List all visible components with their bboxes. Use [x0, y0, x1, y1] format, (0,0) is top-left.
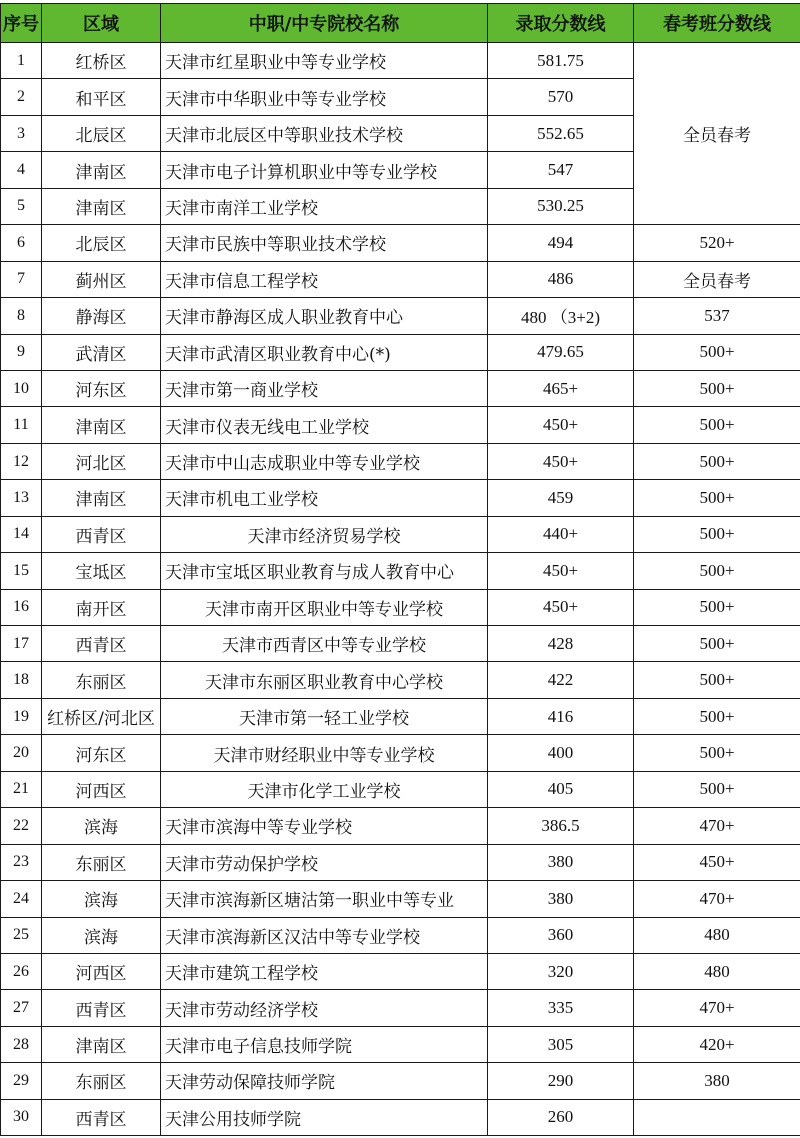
score-cell: 450+	[488, 443, 634, 479]
school-name-cell: 天津公用技师学院	[161, 1099, 488, 1135]
table-row	[1, 43, 800, 79]
row-index-cell: 23	[1, 844, 42, 880]
table-row	[1, 881, 800, 917]
row-index-cell: 6	[1, 225, 42, 261]
school-name-cell: 天津市劳动保护学校	[161, 844, 488, 880]
spring-score-cell: 500+	[634, 589, 800, 625]
district-cell: 北辰区	[42, 225, 161, 261]
score-cell: 486	[488, 261, 634, 297]
spring-score-cell: 470+	[634, 990, 800, 1026]
row-index-cell: 4	[1, 152, 42, 188]
table-row	[1, 225, 800, 261]
spring-score-cell: 500+	[634, 771, 800, 807]
school-name-cell: 天津市西青区中等专业学校	[161, 626, 488, 662]
admission-score-table	[0, 3, 800, 1136]
score-cell: 335	[488, 990, 634, 1026]
district-cell: 滨海	[42, 808, 161, 844]
spring-score-cell: 500+	[634, 698, 800, 734]
district-cell: 河西区	[42, 771, 161, 807]
spring-score-cell: 500+	[634, 662, 800, 698]
district-cell: 西青区	[42, 990, 161, 1026]
district-cell: 东丽区	[42, 844, 161, 880]
row-index-cell: 19	[1, 698, 42, 734]
table-row	[1, 808, 800, 844]
table-row	[1, 516, 800, 552]
school-name-cell: 天津市宝坻区职业教育与成人教育中心	[161, 553, 488, 589]
spring-score-cell: 480	[634, 953, 800, 989]
school-name-cell: 天津市机电工业学校	[161, 480, 488, 516]
table-row	[1, 844, 800, 880]
header-index: 序号	[1, 4, 42, 43]
district-cell: 南开区	[42, 589, 161, 625]
row-index-cell: 7	[1, 261, 42, 297]
table-row	[1, 334, 800, 370]
table-row	[1, 771, 800, 807]
header-district: 区域	[42, 4, 161, 43]
table-row	[1, 370, 800, 406]
header-score: 录取分数线	[488, 4, 634, 43]
district-cell: 蓟州区	[42, 261, 161, 297]
spring-score-cell: 全员春考	[634, 261, 800, 297]
row-index-cell: 24	[1, 881, 42, 917]
score-cell: 465+	[488, 370, 634, 406]
school-name-cell: 天津市化学工业学校	[161, 771, 488, 807]
spring-score-cell: 500+	[634, 553, 800, 589]
score-cell: 450+	[488, 589, 634, 625]
row-index-cell: 28	[1, 1026, 42, 1062]
district-cell: 红桥区	[42, 43, 161, 79]
district-cell: 和平区	[42, 79, 161, 115]
row-index-cell: 11	[1, 407, 42, 443]
score-cell: 360	[488, 917, 634, 953]
district-cell: 东丽区	[42, 1063, 161, 1099]
table-row	[1, 626, 800, 662]
table-row	[1, 1063, 800, 1099]
row-index-cell: 25	[1, 917, 42, 953]
score-cell: 386.5	[488, 808, 634, 844]
score-cell: 405	[488, 771, 634, 807]
district-cell: 津南区	[42, 480, 161, 516]
district-cell: 红桥区/河北区	[42, 698, 161, 734]
district-cell: 西青区	[42, 516, 161, 552]
spring-score-cell: 450+	[634, 844, 800, 880]
score-cell: 450+	[488, 553, 634, 589]
score-cell: 422	[488, 662, 634, 698]
spring-score-cell: 500+	[634, 480, 800, 516]
district-cell: 河东区	[42, 735, 161, 771]
district-cell: 津南区	[42, 1026, 161, 1062]
row-index-cell: 3	[1, 115, 42, 151]
spring-score-cell: 420+	[634, 1026, 800, 1062]
row-index-cell: 15	[1, 553, 42, 589]
table-row	[1, 407, 800, 443]
spring-score-cell: 520+	[634, 225, 800, 261]
table-row	[1, 990, 800, 1026]
table-row	[1, 553, 800, 589]
table-row	[1, 953, 800, 989]
spring-score-cell: 全员春考	[634, 43, 800, 225]
row-index-cell: 2	[1, 79, 42, 115]
score-cell: 380	[488, 881, 634, 917]
score-cell: 400	[488, 735, 634, 771]
school-name-cell: 天津市红星职业中等专业学校	[161, 43, 488, 79]
score-cell: 428	[488, 626, 634, 662]
row-index-cell: 26	[1, 953, 42, 989]
row-index-cell: 10	[1, 370, 42, 406]
score-cell: 416	[488, 698, 634, 734]
row-index-cell: 1	[1, 43, 42, 79]
school-name-cell: 天津市仪表无线电工业学校	[161, 407, 488, 443]
score-cell: 305	[488, 1026, 634, 1062]
school-name-cell: 天津市经济贸易学校	[161, 516, 488, 552]
table-row	[1, 662, 800, 698]
row-index-cell: 20	[1, 735, 42, 771]
row-index-cell: 13	[1, 480, 42, 516]
score-cell: 440+	[488, 516, 634, 552]
district-cell: 北辰区	[42, 115, 161, 151]
score-cell: 479.65	[488, 334, 634, 370]
row-index-cell: 27	[1, 990, 42, 1026]
school-name-cell: 天津市劳动经济学校	[161, 990, 488, 1026]
table-row	[1, 1099, 800, 1135]
district-cell: 津南区	[42, 407, 161, 443]
table-body	[1, 43, 800, 1136]
header-school: 中职/中专院校名称	[161, 4, 488, 43]
school-name-cell: 天津市北辰区中等职业技术学校	[161, 115, 488, 151]
row-index-cell: 9	[1, 334, 42, 370]
row-index-cell: 17	[1, 626, 42, 662]
spring-score-cell: 380	[634, 1063, 800, 1099]
district-cell: 河北区	[42, 443, 161, 479]
row-index-cell: 5	[1, 188, 42, 224]
table-row	[1, 443, 800, 479]
table-row	[1, 735, 800, 771]
score-cell: 530.25	[488, 188, 634, 224]
row-index-cell: 12	[1, 443, 42, 479]
score-cell: 494	[488, 225, 634, 261]
school-name-cell: 天津市武清区职业教育中心(*)	[161, 334, 488, 370]
row-index-cell: 18	[1, 662, 42, 698]
score-cell: 459	[488, 480, 634, 516]
district-cell: 武清区	[42, 334, 161, 370]
row-index-cell: 16	[1, 589, 42, 625]
row-index-cell: 8	[1, 298, 42, 334]
spring-score-cell: 500+	[634, 443, 800, 479]
score-cell: 581.75	[488, 43, 634, 79]
school-name-cell: 天津市静海区成人职业教育中心	[161, 298, 488, 334]
spring-score-cell: 500+	[634, 516, 800, 552]
spring-score-cell: 500+	[634, 370, 800, 406]
spring-score-cell: 537	[634, 298, 800, 334]
school-name-cell: 天津市东丽区职业教育中心学校	[161, 662, 488, 698]
school-name-cell: 天津市南洋工业学校	[161, 188, 488, 224]
score-cell: 480 （3+2)	[488, 298, 634, 334]
school-name-cell: 天津市中华职业中等专业学校	[161, 79, 488, 115]
score-cell: 320	[488, 953, 634, 989]
table-row	[1, 589, 800, 625]
district-cell: 滨海	[42, 917, 161, 953]
table-row	[1, 1026, 800, 1062]
district-cell: 东丽区	[42, 662, 161, 698]
row-index-cell: 21	[1, 771, 42, 807]
spring-score-cell: 500+	[634, 407, 800, 443]
score-cell: 547	[488, 152, 634, 188]
table-row	[1, 698, 800, 734]
school-name-cell: 天津市民族中等职业技术学校	[161, 225, 488, 261]
spring-score-cell: 500+	[634, 735, 800, 771]
school-name-cell: 天津市电子计算机职业中等专业学校	[161, 152, 488, 188]
district-cell: 津南区	[42, 188, 161, 224]
row-index-cell: 22	[1, 808, 42, 844]
score-cell: 570	[488, 79, 634, 115]
school-name-cell: 天津劳动保障技师学院	[161, 1063, 488, 1099]
district-cell: 静海区	[42, 298, 161, 334]
school-name-cell: 天津市滨海新区汉沽中等专业学校	[161, 917, 488, 953]
score-cell: 380	[488, 844, 634, 880]
score-cell: 290	[488, 1063, 634, 1099]
score-cell: 552.65	[488, 115, 634, 151]
spring-score-cell: 470+	[634, 808, 800, 844]
district-cell: 津南区	[42, 152, 161, 188]
table-row	[1, 917, 800, 953]
school-name-cell: 天津市信息工程学校	[161, 261, 488, 297]
spring-score-cell: 500+	[634, 626, 800, 662]
spring-score-cell: 480	[634, 917, 800, 953]
spring-score-cell: 470+	[634, 881, 800, 917]
school-name-cell: 天津市建筑工程学校	[161, 953, 488, 989]
row-index-cell: 14	[1, 516, 42, 552]
score-cell: 450+	[488, 407, 634, 443]
spring-score-cell	[634, 1099, 800, 1135]
school-name-cell: 天津市第一商业学校	[161, 370, 488, 406]
school-name-cell: 天津市滨海中等专业学校	[161, 808, 488, 844]
row-index-cell: 29	[1, 1063, 42, 1099]
district-cell: 西青区	[42, 1099, 161, 1135]
district-cell: 河东区	[42, 370, 161, 406]
district-cell: 滨海	[42, 881, 161, 917]
district-cell: 西青区	[42, 626, 161, 662]
school-name-cell: 天津市第一轻工业学校	[161, 698, 488, 734]
school-name-cell: 天津市南开区职业中等专业学校	[161, 589, 488, 625]
school-name-cell: 天津市财经职业中等专业学校	[161, 735, 488, 771]
district-cell: 河西区	[42, 953, 161, 989]
table-row	[1, 261, 800, 297]
table-row	[1, 298, 800, 334]
row-index-cell: 30	[1, 1099, 42, 1135]
table-row	[1, 480, 800, 516]
spring-score-cell: 500+	[634, 334, 800, 370]
header-row	[1, 4, 800, 43]
school-name-cell: 天津市中山志成职业中等专业学校	[161, 443, 488, 479]
score-cell: 260	[488, 1099, 634, 1135]
district-cell: 宝坻区	[42, 553, 161, 589]
school-name-cell: 天津市电子信息技师学院	[161, 1026, 488, 1062]
school-name-cell: 天津市滨海新区塘沽第一职业中等专业	[161, 881, 488, 917]
header-spring: 春考班分数线	[634, 4, 800, 43]
